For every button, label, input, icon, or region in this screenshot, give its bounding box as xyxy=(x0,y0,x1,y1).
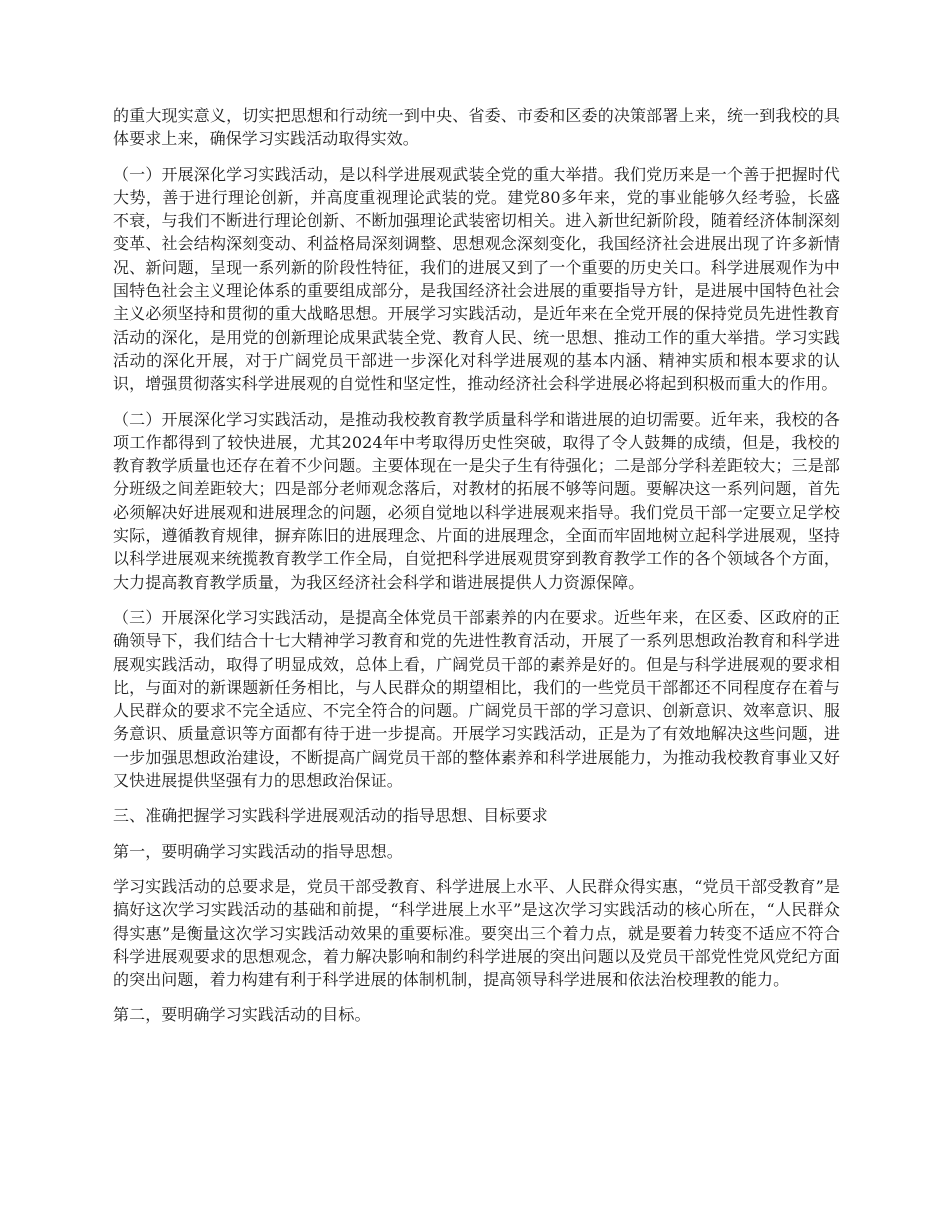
paragraph-intro-continuation: 的重大现实意义，切实把思想和行动统一到中央、省委、市委和区委的决策部署上来，统一到我校的具体要求上来，确保学习实践活动取得实效。 xyxy=(113,106,840,149)
paragraph-general-requirements: 学习实践活动的总要求是，党员干部受教育、科学进展上水平、人民群众得实惠，“党员干部受教育”是搞好这次学习实践活动的基础和前提，“科学进展上水平”是这次学习实践活动的核心所在，“人民群众得实惠”是衡量这次学习实践活动效果的重要标准。要突出三个着力点，就是要着力转变不适应不符合科学进展观要求的思想观念，着力解决影响和制约科学进展的突出问题以及党员干部党性党风党纪方面的突出问题，着力构建有利于科学进展的体制机制，提高领导科学进展和依法治校理教的能力。 xyxy=(113,876,840,990)
heading-first-guiding-thought: 第一，要明确学习实践活动的指导思想。 xyxy=(113,841,403,861)
document-page xyxy=(113,104,840,1039)
heading-second-goals: 第二，要明确学习实践活动的目标。 xyxy=(113,1005,371,1025)
paragraph-section-three: （三）开展深化学习实践活动，是提高全体党员干部素养的内在要求。近些年来，在区委、区政府的正确领导下，我们结合十七大精神学习教育和党的先进性教育活动，开展了一系列思想政治教育和科学进展观实践活动，取得了明显成效，总体上看，广阔党员干部的素养是好的。但是与科学进展观的要求相比，与面对的新课题新任务相比，与人民群众的期望相比，我们的一些党员干部都还不同程度存在着与人民群众的要求不完全适应、不完全符合的问题。广阔党员干部的学习意识、创新意识、效率意识、服务意识、质量意识等方面都有待于进一步提高。开展学习实践活动，正是为了有效地解决这些问题，进一步加强思想政治建设，不断提高广阔党员干部的整体素养和科学进展能力，为推动我校教育事业又好又快进展提供坚强有力的思想政治保证。 xyxy=(113,607,840,791)
paragraph-section-two: （二）开展深化学习实践活动，是推动我校教育教学质量科学和谐进展的迫切需要。近年来，我校的各项工作都得到了较快进展，尤其2024年中考取得历史性突破，取得了令人鼓舞的成绩，但是，我校的教育教学质量也还存在着不少问题。主要体现在一是尖子生有待强化；二是部分学科差距较大；三是部分班级之间差距较大；四是部分老师观念落后，对教材的拓展不够等问题。要解决这一系列问题，首先必须解决好进展观和进展理念的问题，必须自觉地以科学进展观来指导。我们党员干部一定要立足学校实际，遵循教育规律，摒弃陈旧的进展理念、片面的进展理念，全面而牢固地树立起科学进展观，坚持以科学进展观来统揽教育教学工作全局，自觉把科学进展观贯穿到教育教学工作的各个领域各个方面，大力提高教育教学质量，为我区经济社会科学和谐进展提供人力资源保障。 xyxy=(113,409,840,592)
paragraph-section-one: （一）开展深化学习实践活动，是以科学进展观武装全党的重大举措。我们党历来是一个善于把握时代大势，善于进行理论创新，并高度重视理论武装的党。建党80多年来，党的事业能够久经考验，长盛不衰，与我们不断进行理论创新、不断加强理论武装密切相关。进入新世纪新阶段，随着经济体制深刻变革、社会结构深刻变动、利益格局深刻调整、思想观念深刻变化，我国经济社会进展出现了许多新情况、新问题，呈现一系列新的阶段性特征，我们的进展又到了一个重要的历史关口。科学进展观作为中国特色社会主义理论体系的重要组成部分，是我国经济社会进展的重要指导方针，是进展中国特色社会主义必须坚持和贯彻的重大战略思想。开展学习实践活动，是近年来在全党开展的保持党员先进性教育活动的深化，是用党的创新理论成果武装全党、教育人民、统一思想、推动工作的重大举措。学习实践活动的深化开展，对于广阔党员干部进一步深化对科学进展观的基本内涵、精神实质和根本要求的认识，增强贯彻落实科学进展观的自觉性和坚定性，推动经济社会科学进展必将起到积极而重大的作用。 xyxy=(113,164,840,394)
heading-part-three: 三、准确把握学习实践科学进展观活动的指导思想、目标要求 xyxy=(113,806,548,826)
